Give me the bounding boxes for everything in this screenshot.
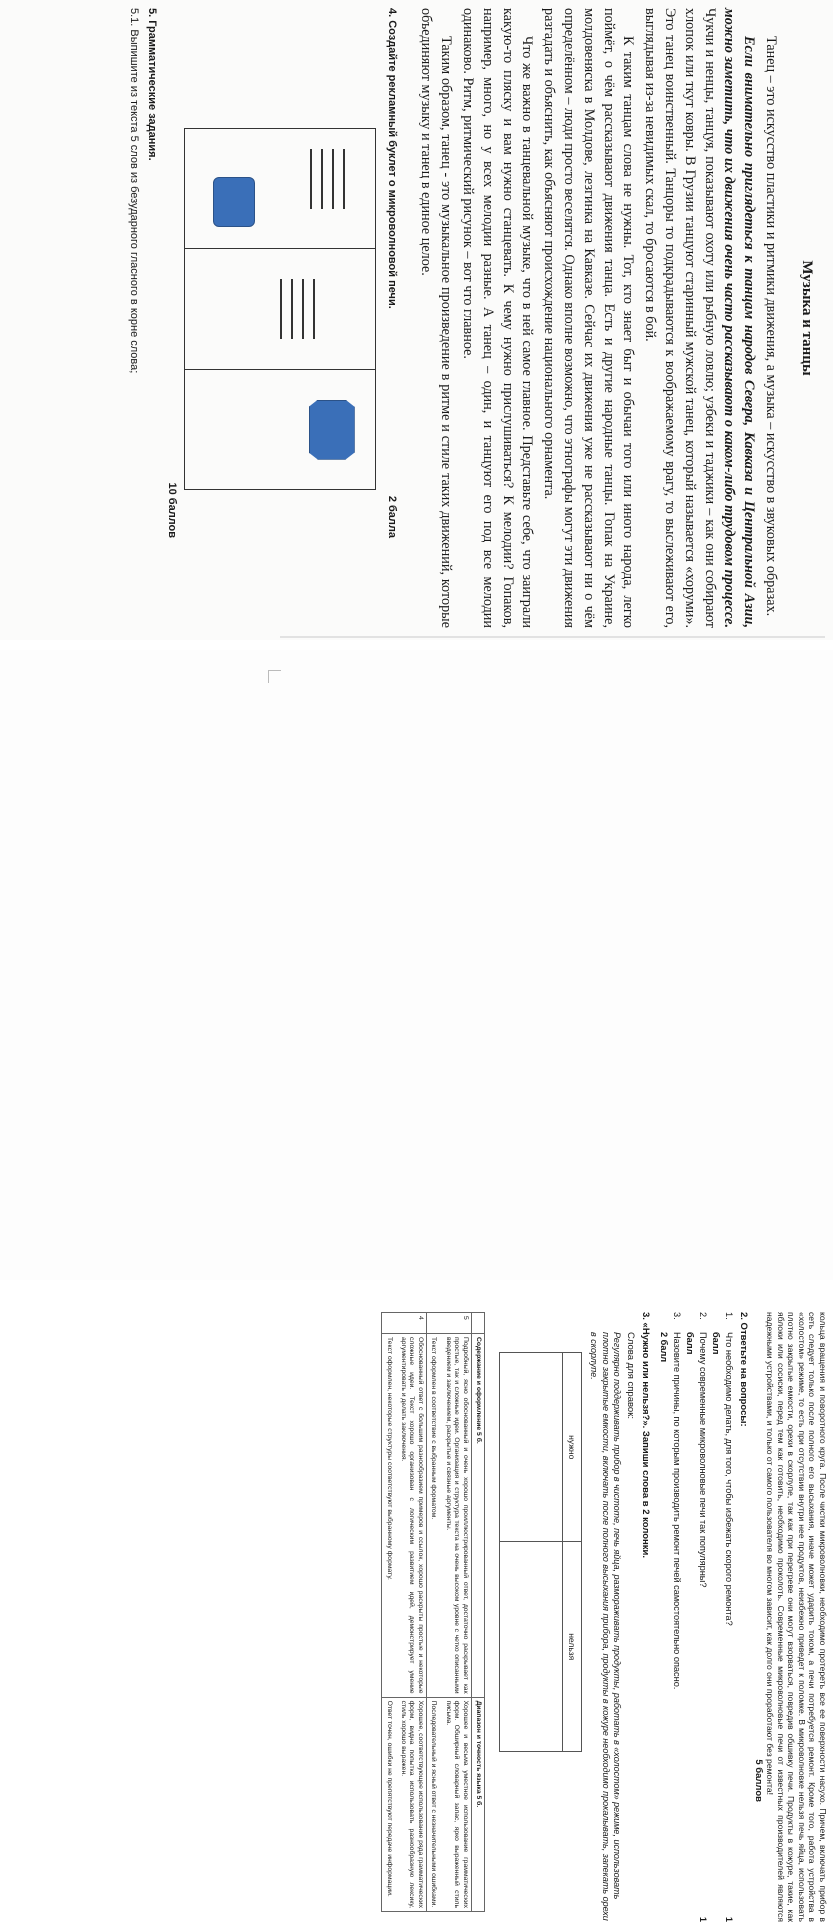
document-page-bottom (0, 650, 833, 1922)
task-4-heading (386, 8, 398, 538)
booklet-panel (185, 249, 375, 369)
question-text: Почему современные микроволновые печи так популярны? (698, 1332, 709, 1588)
rubric-text: Последовательный и ясный ответ с незначительными ошибками. (430, 1700, 438, 1908)
rubric-text: Подробный, ясно обоснованный и очень хорошо проиллюстрированный ответ, достаточно раскрывает как простые, так и сложные идеи. Организация и структура текста на очень высоком уровне с четко описанными введением и заключением, раскрытые и связные аргументы. (444, 1337, 469, 1694)
rubric-points: 4 (382, 1313, 427, 1334)
table-cell[interactable] (499, 1542, 562, 1752)
rubric-text: Текст оформлен, некоторые структуры соответствуют выбранному формату. (385, 1337, 393, 1580)
rubric-text: Текст оформлен в соответствие с выбранным форматом. (430, 1337, 438, 1520)
score-5: 5 баллов (753, 1759, 765, 1802)
essay-paragraph: К таким танцам слова не нужны. Тот, кто знает быт и обычаи того или иного народа, легко поймёт, о чём рассказывают движения танца. Есть и другие народные танцы. Гопак на Украине, молдовеняска в Молдове, лезгинка на Кавказе. Сейчас их движения уже не рассказывают ни о чём определённом – люди просто веселятся. Однако вполне возможно, что этнографы могут эти движения разгадать и объяснить, как объясняют происхождение национального орнамента. (541, 8, 637, 628)
task-5-1-label: 5.1. Выпишите из текста 5 слов из безударного гласного в корне слова; (127, 8, 140, 374)
booklet-drawing (184, 128, 376, 490)
text-lines (301, 149, 345, 209)
essay-title: Музыка и танцы (799, 260, 815, 376)
essay-paragraph (639, 8, 758, 628)
column-need-header: нужно (562, 1353, 581, 1542)
column-forbid-header: нельзя (562, 1542, 581, 1752)
task-4-points: 2 балла (385, 495, 398, 538)
essay-paragraph: Танец – это искусство пластики и ритмики движения, а музыка – искусство в звуковых образах. (763, 36, 779, 617)
rubric-text: Хорошее, соответствующее использование ряда грамматических форм, видна попытка использовать разнообразную лексику, стиль хорошо выражен. (400, 1700, 424, 1908)
question-points: 1 (724, 1916, 735, 1922)
rubric-text: Ответ точен, ошибки не препятствуют передаче информации. (385, 1700, 393, 1897)
question-sub: 2 балл (659, 1332, 670, 1363)
hint-label: Слова для справок: (625, 1332, 637, 1420)
essay-text: Чукчи и ненцы, танцуя, показывают охоту или рыбную ловлю; узбеки и таджики – как они собирают хлопок или ткут ковры. В Грузии танцуют старинный мужской танец, который называется «хоруми». Это танец воинственный. Танцоры то подкрадываются к воображаемому врагу, то выслеживают его, выглядывая из-за невидимых скал, то бросаются в бой. (642, 8, 718, 628)
question-sub: балл (685, 1332, 696, 1355)
task-4-label: 4. Создайте рекламный буклет о микроволновой печи. (385, 8, 398, 309)
essay-paragraph: Что же важно в танцевальной музыке, что в ней самое главное. Представьте себе, что заиграли какую-то пляску и вам нужно станцевать. К чему нужно прислушиваться? К мелодии? Гопаков, например, много, но у всех мелодии разные. А танец – один, и танцуют его под все мелодии одинаково. Ритм, ритмический рисунок – вот что главное. (460, 8, 536, 628)
blue-octagon-shape (309, 400, 355, 460)
question-item: 3. Назовите причины, по которым производить ремонт печей самостоятельно опасно. (671, 1312, 683, 1922)
need-forbid-table (499, 1352, 582, 1752)
rubric-cell (426, 1334, 471, 1698)
task-5-label: 5. Грамматические задания. (145, 8, 158, 161)
question-points: 1 (698, 1916, 709, 1922)
booklet-panel (185, 370, 375, 489)
hint-text: Регулярно поддерживать прибор в чистоте, печь яйца, размораживать продукты, работать в «холостом» режиме, использовать плотно закрытые емкости, включать после полного высыхания прибора, продукты в кожуре необходимо прокалывать, запекать орехи в скорлупе. (589, 1332, 623, 1921)
question-item: 2. Почему современные микроволновые печи так популярны? 1 (698, 1312, 709, 1922)
task-3-heading: 3. «Нужно или нельзя?». Запиши слова в 2 колонки. (640, 1312, 652, 1559)
rubric-text: Хорошее и весьма уместное использование грамматических форм. Обширный словарный запас, ярко выраженный стиль письма. (444, 1700, 469, 1908)
task-4-score: 10 баллов (165, 482, 178, 538)
essay-paragraph: Таким образом, танец - это музыкальное произведение в ритме и стиле таких движений, которые объединяют музыку и танец в единое целое. (418, 8, 455, 628)
rubric-header-language: Диапазон и точность языка 5 б. (471, 1697, 484, 1911)
essay-rotated-content (5, 8, 825, 628)
rubric-text: Обоснованный ответ с большим разнообразием примеров и ссылок, хорошо раскрыты простые и некоторые сложные идеи. Текст хорошо организован с логическим развитием идей, демонстрирует умение аргументировать и делать заключения. (400, 1337, 424, 1694)
booklet-panel (185, 129, 375, 249)
rubric-cell (382, 1697, 427, 1911)
question-text: Что необходимо делать, для того, чтобы избежать скорого ремонта? (724, 1332, 735, 1626)
bottom-rotated-content (8, 1312, 828, 1922)
table-row (382, 1313, 427, 1912)
rubric-cell (426, 1697, 471, 1911)
questions-heading: 2. Ответьте на вопросы: (738, 1312, 750, 1427)
rubric-header-content: Содержание и оформление 5 б. (471, 1334, 484, 1698)
rubric-table (381, 1312, 485, 1912)
table-row (426, 1313, 471, 1912)
text-lines (271, 279, 315, 339)
page-divider (280, 636, 825, 638)
microwave-text: кольца вращения и поворотного круга. После чистки микроволновки, необходимо протереть все ее поверхности насухо. Причем, включать прибор в сеть следует только после полного его высыхания, иначе может ударить током, а печи потребуется ремонт. Кроме того, работа устройства в «холостом» режиме, то есть при отсутствии внутри нее продуктов, неизбежно приведет к поломке. В микроволновке нельзя печь яйца, использовать плотно закрытые емкости, орехи в скорлупе, так как при перегреве они могут взорваться, повредив обшивку печи. Продукты в кожуре, такие, как яблоки или сосиски, перед тем как готовить, необходимо проколоть. Современные микроволновые печи от известных производителей являются надежными устройствами, и только от самого пользователя во многом зависит, как долго они проработают без ремонта! (765, 1312, 828, 1922)
question-item: 1. Что необходимо делать, для того, чтобы избежать скорого ремонта? 1 (724, 1312, 735, 1922)
essay-emphasis: Если внимательно приглядеться к танцам народов Севера, Кавказа и Центральной Азии, можно заметить, что их движения очень часто рассказывают о каком-либо трудовом процессе. (721, 8, 758, 628)
question-text: Назовите причины, по которым производить ремонт печей самостоятельно опасно. (672, 1332, 683, 1690)
question-sub: балл (711, 1332, 722, 1355)
document-page-top (0, 0, 833, 640)
page-corner-mark (268, 670, 281, 683)
rubric-points: 5 (426, 1313, 471, 1334)
blue-square-shape (213, 177, 255, 227)
table-cell[interactable] (499, 1353, 562, 1542)
rubric-header-blank (471, 1313, 484, 1334)
rubric-cell (382, 1334, 427, 1698)
